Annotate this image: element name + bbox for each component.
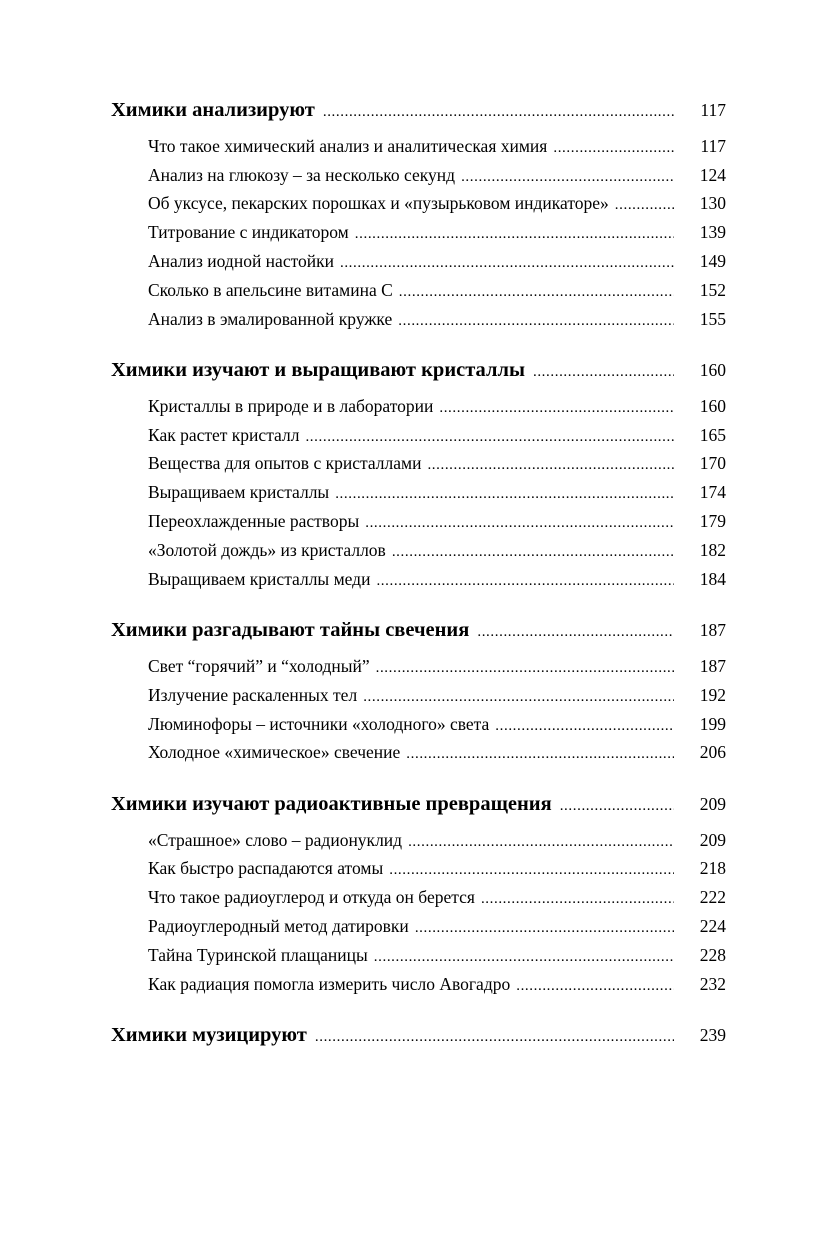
dot-leader xyxy=(305,429,674,446)
page-number: 124 xyxy=(699,165,726,185)
section-title: Титрование с индикатором xyxy=(148,222,349,242)
section-title: Радиоуглеродный метод датировки xyxy=(148,916,409,936)
dot-leader xyxy=(398,313,674,330)
toc-chapter xyxy=(111,619,726,645)
toc-section xyxy=(148,656,726,680)
page-number: 199 xyxy=(699,714,726,734)
toc-section xyxy=(148,251,726,275)
chapter-title: Химики изучают радиоактивные превращения xyxy=(111,793,552,815)
section-title: Анализ иодной настойки xyxy=(148,251,334,271)
page-number: 187 xyxy=(699,620,726,640)
dot-leader xyxy=(406,746,674,763)
toc-section xyxy=(148,569,726,593)
section-title: Как быстро распадаются атомы xyxy=(148,858,384,878)
section-title: Что такое радиоуглерод и откуда он берется xyxy=(148,887,475,907)
dot-leader xyxy=(553,140,674,157)
page-number: 184 xyxy=(699,569,726,589)
page-number: 130 xyxy=(699,193,726,213)
toc-chapter-heading xyxy=(111,793,726,819)
dot-leader xyxy=(560,798,674,815)
dot-leader xyxy=(376,660,674,677)
dot-leader xyxy=(533,364,674,381)
page-number: 187 xyxy=(699,656,726,676)
dot-leader xyxy=(408,834,674,851)
page-number: 139 xyxy=(699,222,726,242)
toc-section xyxy=(148,830,726,854)
dot-leader xyxy=(363,689,674,706)
section-title: Выращиваем кристаллы меди xyxy=(148,569,371,589)
dot-leader xyxy=(389,862,674,879)
page-number: 160 xyxy=(699,396,726,416)
toc-section xyxy=(148,714,726,738)
toc-chapter-heading xyxy=(111,99,726,125)
dot-leader xyxy=(481,891,674,908)
section-title: Переохлажденные растворы xyxy=(148,511,360,531)
toc-chapter-heading xyxy=(111,1024,726,1050)
dot-leader xyxy=(392,544,674,561)
section-title: Холодное «химическое» свечение xyxy=(148,742,401,762)
section-title: Что такое химический анализ и аналитическая химия xyxy=(148,136,548,156)
toc-chapter xyxy=(111,99,726,125)
dot-leader xyxy=(461,169,674,186)
section-title: Как радиация помогла измерить число Авогадро xyxy=(148,974,511,994)
dot-leader xyxy=(315,1029,674,1046)
page-number: 222 xyxy=(699,887,726,907)
section-title: Об уксусе, пекарских порошках и «пузырьковом индикаторе» xyxy=(148,193,609,213)
page-number: 192 xyxy=(699,685,726,705)
section-title: «Золотой дождь» из кристаллов xyxy=(148,540,386,560)
dot-leader xyxy=(365,515,674,532)
section-title: Анализ на глюкозу – за несколько секунд xyxy=(148,165,456,185)
toc-chapter-heading xyxy=(111,359,726,385)
section-title: Излучение раскаленных тел xyxy=(148,685,358,705)
toc-section xyxy=(148,482,726,506)
chapter-title: Химики разгадывают тайны свечения xyxy=(111,619,470,641)
toc-section xyxy=(148,540,726,564)
chapter-title: Химики музицируют xyxy=(111,1024,307,1046)
page-number: 149 xyxy=(699,251,726,271)
toc-section xyxy=(148,280,726,304)
page-number: 182 xyxy=(699,540,726,560)
section-title: Вещества для опытов с кристаллами xyxy=(148,453,422,473)
page-number: 152 xyxy=(699,280,726,300)
toc-chapter xyxy=(111,1024,726,1050)
dot-leader xyxy=(399,284,674,301)
dot-leader xyxy=(615,197,674,214)
dot-leader xyxy=(477,624,674,641)
chapter-title: Химики анализируют xyxy=(111,99,315,121)
toc-section xyxy=(148,136,726,160)
toc-section xyxy=(148,165,726,189)
page-number: 170 xyxy=(699,453,726,473)
page-number: 117 xyxy=(700,136,726,156)
toc-section xyxy=(148,742,726,766)
toc-section xyxy=(148,858,726,882)
toc-section xyxy=(148,887,726,911)
dot-leader xyxy=(415,920,674,937)
page-number: 228 xyxy=(699,945,726,965)
toc-section xyxy=(148,916,726,940)
dot-leader xyxy=(355,226,674,243)
toc-section xyxy=(148,685,726,709)
dot-leader xyxy=(374,949,674,966)
toc-section xyxy=(148,425,726,449)
dot-leader xyxy=(439,400,674,417)
page-number: 224 xyxy=(699,916,726,936)
toc-section xyxy=(148,193,726,217)
page-number: 232 xyxy=(699,974,726,994)
dot-leader xyxy=(495,718,674,735)
page-number: 117 xyxy=(700,100,726,120)
section-title: Как растет кристалл xyxy=(148,425,300,445)
page-number: 179 xyxy=(699,511,726,531)
toc-section xyxy=(148,511,726,535)
section-title: Тайна Туринской плащаницы xyxy=(148,945,368,965)
section-title: Анализ в эмалированной кружке xyxy=(148,309,393,329)
chapter-title: Химики изучают и выращивают кристаллы xyxy=(111,359,525,381)
section-title: Кристаллы в природе и в лаборатории xyxy=(148,396,434,416)
dot-leader xyxy=(516,978,674,995)
toc-section xyxy=(148,396,726,420)
page-number: 209 xyxy=(699,830,726,850)
section-title: Свет “горячий” и “холодный” xyxy=(148,656,370,676)
toc-section xyxy=(148,309,726,333)
toc-chapter xyxy=(111,359,726,385)
toc-section xyxy=(148,222,726,246)
dot-leader xyxy=(323,104,674,121)
toc-chapter-heading xyxy=(111,619,726,645)
toc-section xyxy=(148,974,726,998)
section-title: Выращиваем кристаллы xyxy=(148,482,330,502)
dot-leader xyxy=(427,457,674,474)
page-number: 160 xyxy=(699,360,726,380)
dot-leader xyxy=(335,486,674,503)
page-number: 155 xyxy=(699,309,726,329)
page-number: 218 xyxy=(699,858,726,878)
page-number: 239 xyxy=(699,1025,726,1045)
dot-leader xyxy=(376,573,674,590)
page-number: 209 xyxy=(699,794,726,814)
dot-leader xyxy=(340,255,674,272)
section-title: «Страшное» слово – радионуклид xyxy=(148,830,403,850)
toc-chapter xyxy=(111,793,726,819)
toc-section xyxy=(148,453,726,477)
page-number: 174 xyxy=(699,482,726,502)
page-number: 206 xyxy=(699,742,726,762)
toc-section xyxy=(148,945,726,969)
section-title: Сколько в апельсине витамина С xyxy=(148,280,393,300)
page-number: 165 xyxy=(699,425,726,445)
section-title: Люминофоры – источники «холодного» света xyxy=(148,714,490,734)
